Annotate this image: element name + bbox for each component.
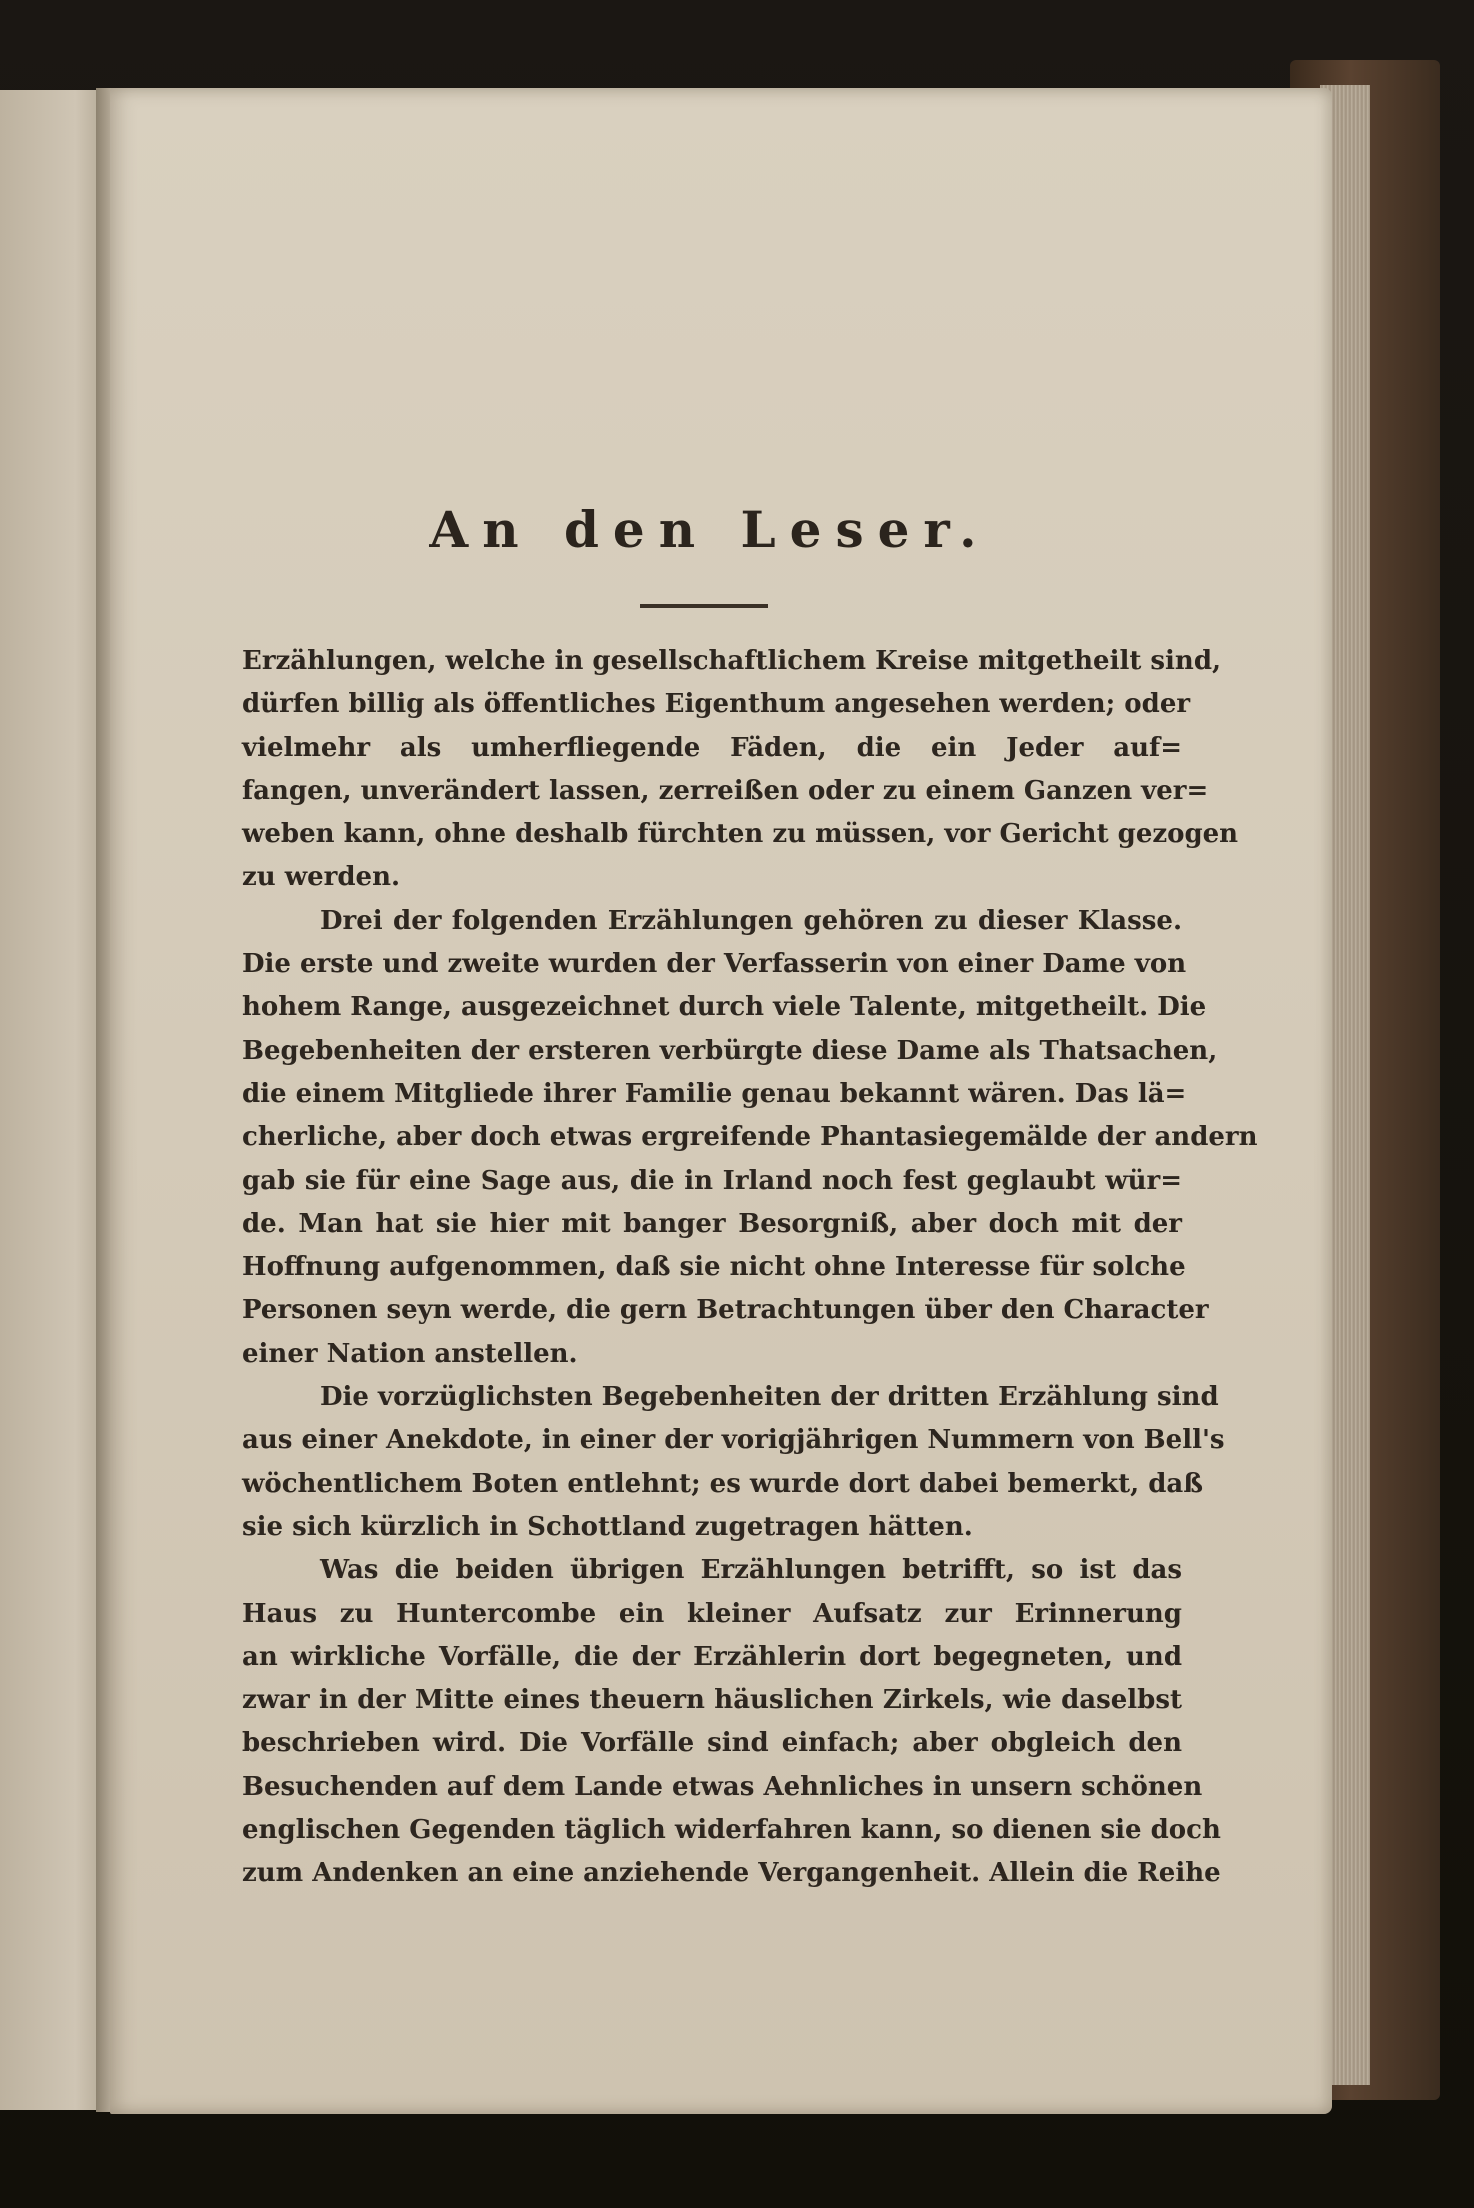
body-text: [242, 640, 1258, 1896]
text-line: sie sich kürzlich in Schottland zugetragen hätten.: [242, 1511, 973, 1542]
text-line: fangen, unverändert lassen, zerreißen oder zu einem Ganzen ver=: [242, 775, 1209, 806]
text-line: an wirkliche Vorfälle, die der Erzählerin dort begegneten, und: [242, 1641, 1182, 1672]
text-line: Die vorzüglichsten Begebenheiten der dritten Erzählung sind: [320, 1382, 1219, 1413]
text-line: Erzählungen, welche in gesellschaftlichem Kreise mitgetheilt sind,: [242, 646, 1222, 676]
text-line: einer Nation anstellen.: [242, 1338, 578, 1369]
text-line: die einem Mitgliede ihrer Familie genau bekannt wären. Das lä=: [242, 1078, 1187, 1109]
text-line: cherliche, aber doch etwas ergreifende Phantasiegemälde der andern: [242, 1122, 1258, 1153]
text-line: Besuchenden auf dem Lande etwas Aehnliches in unsern schönen: [242, 1771, 1203, 1802]
text-line: zwar in der Mitte eines theuern häuslichen Zirkels, wie daselbst: [242, 1685, 1182, 1716]
text-line: hohem Range, ausgezeichnet durch viele Talente, mitgetheilt. Die: [242, 992, 1207, 1023]
text-line: vielmehr als umherfliegende Fäden, die ein Jeder auf=: [242, 732, 1182, 763]
text-line: weben kann, ohne deshalb fürchten zu müssen, vor Gericht gezogen: [242, 819, 1239, 850]
text-line: Die erste und zweite wurden der Verfasserin von einer Dame von: [242, 949, 1187, 980]
title-rule: [640, 604, 768, 608]
paragraph: [242, 1376, 1225, 1549]
text-line: Begebenheiten der ersteren verbürgte diese Dame als Thatsachen,: [242, 1035, 1218, 1066]
text-line: beschrieben wird. Die Vorfälle sind einfach; aber obgleich den: [242, 1728, 1182, 1759]
text-line: zum Andenken an eine anziehende Vergangenheit. Allein die Reihe: [242, 1858, 1221, 1889]
text-line: aus einer Anekdote, in einer der vorigjährigen Nummern von Bell's: [242, 1425, 1225, 1456]
text-line: englischen Gegenden täglich widerfahren kann, so dienen sie doch: [242, 1815, 1221, 1846]
text-line: de. Man hat sie hier mit banger Besorgniß, aber doch mit der: [242, 1208, 1182, 1239]
paragraph: [242, 1549, 1221, 1895]
text-line: Personen seyn werde, die gern Betrachtungen über den Character: [242, 1295, 1209, 1326]
text-line: Hoffnung aufgenommen, daß sie nicht ohne Interesse für solche: [242, 1252, 1186, 1283]
paragraph: [242, 640, 1239, 900]
paragraph: [242, 900, 1258, 1376]
text-line: Was die beiden übrigen Erzählungen betrifft, so ist das: [320, 1555, 1182, 1586]
text-line: wöchentlichem Boten entlehnt; es wurde dort dabei bemerkt, daß: [242, 1468, 1203, 1499]
text-line: Drei der folgenden Erzählungen gehören zu dieser Klasse.: [320, 905, 1182, 936]
text-line: zu werden.: [242, 862, 401, 893]
text-line: dürfen billig als öffentliches Eigenthum angesehen werden; oder: [242, 689, 1191, 720]
page-title: An den Leser.: [429, 500, 991, 559]
left-page-edge: [0, 90, 108, 2110]
text-line: gab sie für eine Sage aus, die in Irland noch fest geglaubt wür=: [242, 1165, 1182, 1196]
text-line: Haus zu Huntercombe ein kleiner Aufsatz zur Erinnerung: [242, 1598, 1182, 1629]
